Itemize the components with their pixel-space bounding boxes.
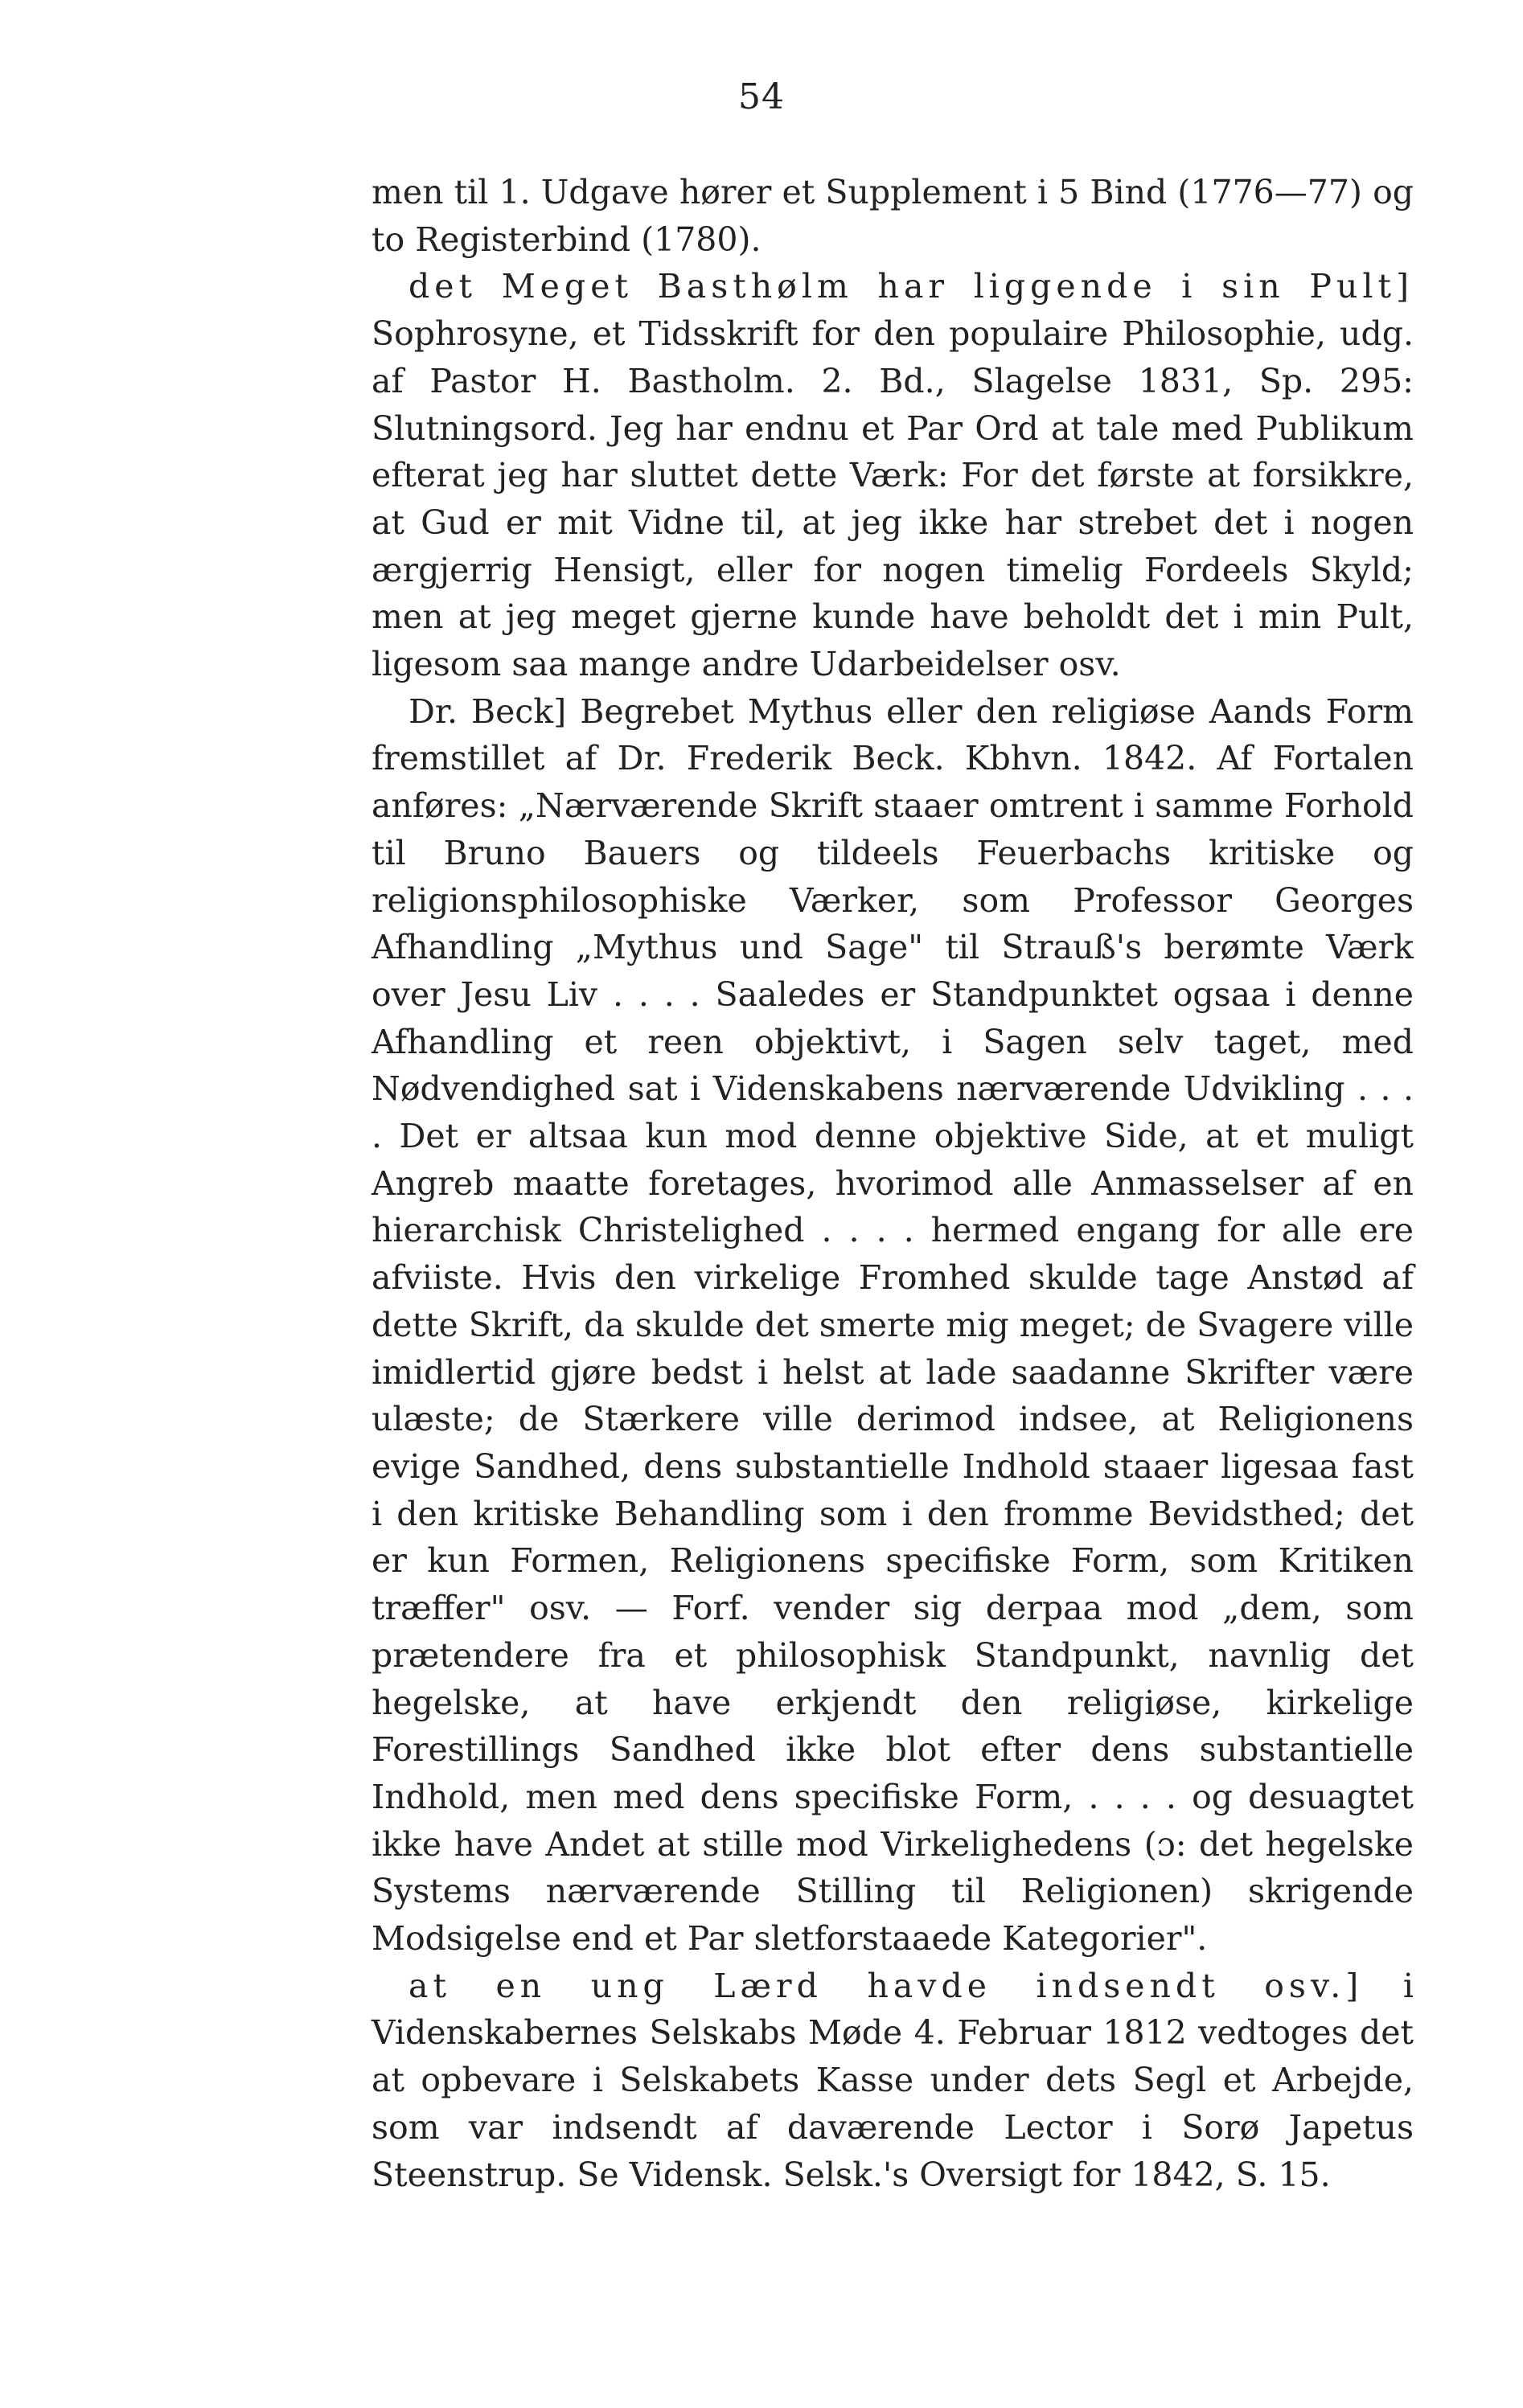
entry-text: Begrebet Mythus eller den religiøse Aands Form fremstillet af Dr. Frederik Beck. Kbhvn. 1842. Af Fortalen anføres: „Nærværende Skrift staaer omtrent i samme Forhold til Bruno Bauers og tildeels Feuerbachs kritiske og religionsphilosophiske Værker, som Professor Georges Afhandling „Mythus und Sage" til Strauß's berømte Værk over Jesu Liv . . . . Saaledes er Standpunktet ogsaa i denne Afhandling et reen objektivt, i Sagen selv taget, med Nødvendighed sat i Videnskabens nærværende Udvikling . . . . Det er altsaa kun mod denne objektive Side, at et muligt Angreb maatte foretages, hvorimod alle Anmasselser af en hierarchisk Christelighed . . . . hermed engang for alle ere afviiste. Hvis den virkelige Fromhed skulde tage Anstød af dette Skrift, da skulde det smerte mig meget; de Svagere ville imidlertid gjøre bedst i helst at lade saadanne Skrifter være ulæste; de Stærkere ville derimod indsee, at Religionens evige Sandhed, dens substantielle Indhold staaer ligesaa fast i den kritiske Behandling som i den fromme Bevidsthed; det er kun Formen, Religionens specifiske Form, som Kritiken træffer" osv. — Forf. vender sig derpaa mod „dem, som prætendere fra et philosophisk Standpunkt, navnlig det hegelske, at have erkjendt den religiøse, kirkelige Forestillings Sandhed ikke blot efter dens substantielle Indhold, men med dens specifiske Form, . . . . og desuagtet ikke have Andet at stille mod Virkelighedens (ɔ: det hegelske Systems nærværende Stilling til Religionen) skrigende Modsigelse end et Par sletforstaaede Kategorier". [372, 691, 1414, 1959]
commentary-text [372, 169, 1414, 2198]
entry-lemma: Dr. Beck] [408, 691, 567, 731]
commentary-entry [372, 1963, 1414, 2199]
entry-text: i Videnskabernes Selskabs Møde 4. Februar 1812 vedtoges det at opbevare i Selskabets Kasse under dets Segl et Arbejde, som var indsendt af daværende Lector i Sorø Japetus Steenstrup. Se Vidensk. Selsk.'s Oversigt for 1842, S. 15. [372, 1966, 1414, 2194]
commentary-entry [372, 688, 1414, 1963]
paragraph-continuation [372, 169, 1414, 263]
entry-text: Sophrosyne, et Tidsskrift for den populaire Philosophie, udg. af Pastor H. Bastholm. 2. Bd., Slagelse 1831, Sp. 295: Slutningsord. Jeg har endnu et Par Ord at tale med Publikum efterat jeg har sluttet dette Værk: For det første at forsikkre, at Gud er mit Vidne til, at jeg ikke har strebet det i nogen ærgjerrig Hensigt, eller for nogen timelig Fordeels Skyld; men at jeg meget gjerne kunde have beholdt det i min Pult, ligesom saa mange andre Udarbeidelser osv. [372, 314, 1414, 684]
paragraph-text: men til 1. Udgave hører et Supplement i 5 Bind (1776—77) og to Registerbind (1780). [372, 173, 1414, 259]
commentary-entry [372, 263, 1414, 687]
entry-lemma: at en ung Lærd havde indsendt osv.] [408, 1966, 1364, 2005]
page-number: 54 [738, 76, 785, 117]
entry-lemma: det Meget Basthølm har liggende i sin Pult] [408, 267, 1414, 306]
